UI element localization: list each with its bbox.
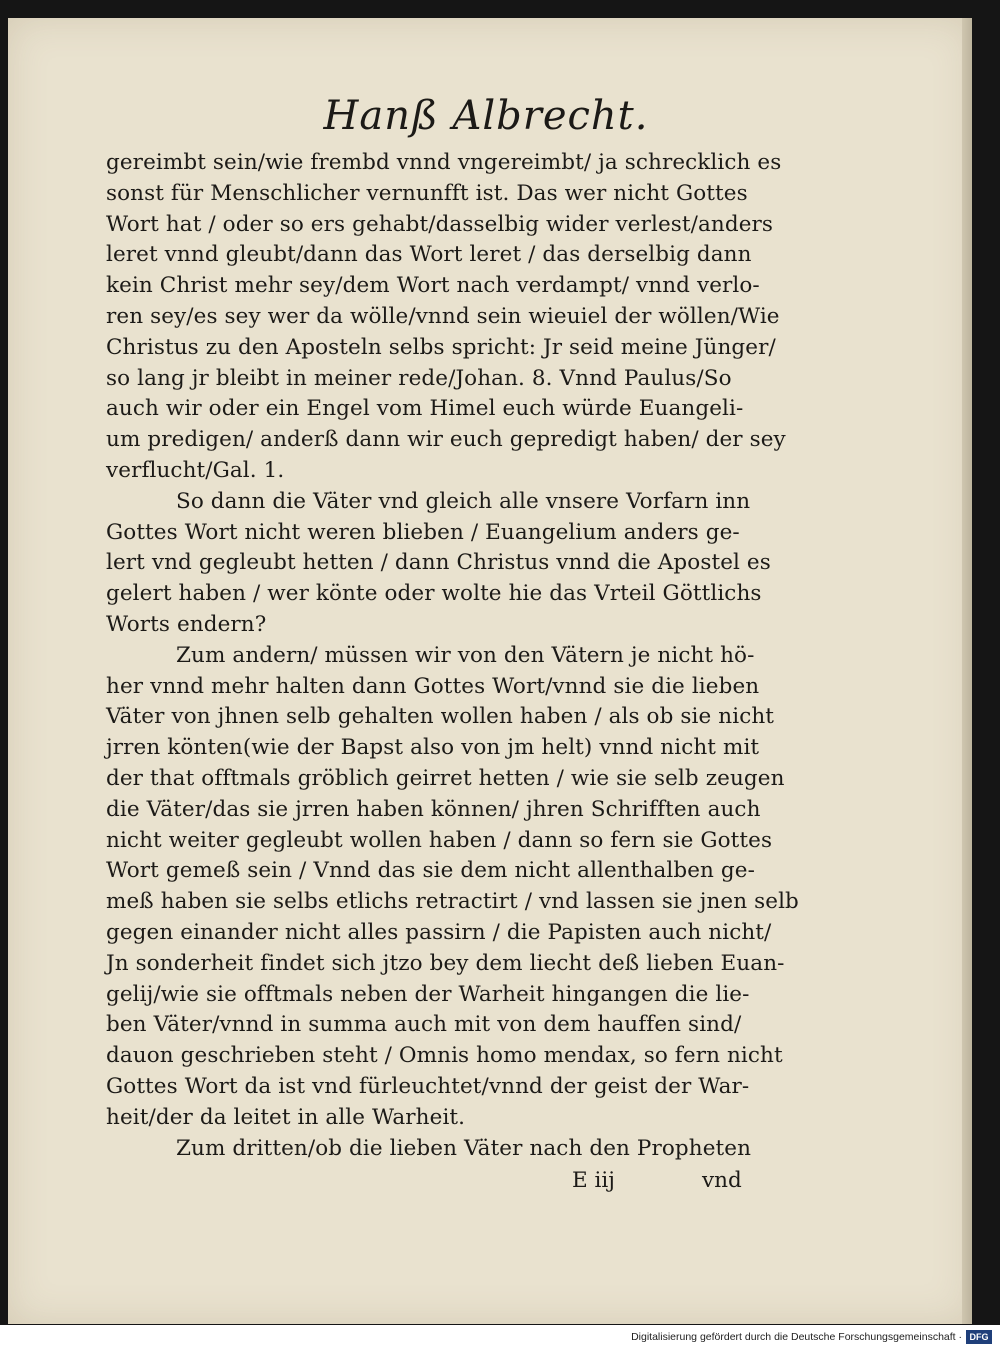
text-line: sonst für Menschlicher vernunfft ist. Das wer nicht Gottes xyxy=(106,180,748,206)
text-line: gegen einander nicht alles passirn / die Papisten auch nicht/ xyxy=(106,919,772,945)
text-line: Wort hat / oder so ers gehabt/dasselbig wider verlest/anders xyxy=(106,211,774,237)
text-line: die Väter/das sie jrren haben können/ jhren Schrifften auch xyxy=(106,796,761,822)
text-line: Christus zu den Aposteln selbs spricht: Jr seid meine Jünger/ xyxy=(106,334,776,360)
text-line: kein Christ mehr sey/dem Wort nach verdampt/ vnnd verlo- xyxy=(106,273,760,299)
text-line: meß haben sie selbs etlichs retractirt / vnd lassen sie jnen selb xyxy=(106,889,799,915)
text-line: Gottes Wort da ist vnd fürleuchtet/vnnd der geist der War- xyxy=(106,1073,750,1099)
text-line: heit/der da leitet in alle Warheit. xyxy=(106,1104,466,1130)
text-line: her vnnd mehr halten dann Gottes Wort/vnnd sie die lieben xyxy=(106,673,760,699)
text-line: so lang jr bleibt in meiner rede/Johan. 8. Vnnd Paulus/So xyxy=(106,365,732,391)
text-line: verflucht/Gal. 1. xyxy=(106,457,285,483)
paragraph-start-line: Zum dritten/ob die lieben Väter nach den Propheten xyxy=(176,1135,752,1161)
text-line: auch wir oder ein Engel vom Himel euch würde Euangeli- xyxy=(106,396,744,422)
body-text xyxy=(106,148,806,1164)
running-head: Hanß Albrecht. xyxy=(323,93,649,139)
text-line: leret vnnd gleubt/dann das Wort leret / das derselbig dann xyxy=(106,242,752,268)
signature-mark: E iij xyxy=(572,1168,615,1194)
funding-credit: Digitalisierung gefördert durch die Deutsche Forschungsgemeinschaft · xyxy=(631,1331,962,1343)
text-line: um predigen/ anderß dann wir euch gepredigt haben/ der sey xyxy=(106,427,786,453)
book-page xyxy=(8,18,972,1324)
text-block xyxy=(106,90,806,1198)
text-line: Väter von jhnen selb gehalten wollen haben / als ob sie nicht xyxy=(106,704,775,730)
text-line: gelij/wie sie offtmals neben der Warheit hingangen die lie- xyxy=(106,981,750,1007)
paragraph-start-line: Zum andern/ müssen wir von den Vätern je nicht hö- xyxy=(176,642,755,668)
page-edge xyxy=(962,18,972,1324)
text-line: gelert haben / wer könte oder wolte hie das Vrteil Göttlichs xyxy=(106,581,762,607)
text-line: der that offtmals gröblich geirret hetten / wie sie selb zeugen xyxy=(106,765,785,791)
text-line: Worts endern? xyxy=(106,611,267,637)
text-line: ben Väter/vnnd in summa auch mit von dem hauffen sind/ xyxy=(106,1012,742,1038)
text-line: Jn sonderheit findet sich jtzo bey dem liecht deß lieben Euan- xyxy=(106,950,785,976)
paragraph-start-line: So dann die Väter vnd gleich alle vnsere Vorfarn inn xyxy=(176,488,751,514)
text-line: Wort gemeß sein / Vnnd das sie dem nicht allenthalben ge- xyxy=(106,858,755,884)
text-line: jrren könten(wie der Bapst also von jm helt) vnnd nicht mit xyxy=(106,735,760,761)
text-line: ren sey/es sey wer da wölle/vnnd sein wieuiel der wöllen/Wie xyxy=(106,303,780,329)
text-line: dauon geschrieben steht / Omnis homo mendax, so fern nicht xyxy=(106,1043,783,1069)
text-line: Gottes Wort nicht weren blieben / Euangelium anders ge- xyxy=(106,519,740,545)
text-line: nicht weiter gegleubt wollen haben / dann so fern sie Gottes xyxy=(106,827,773,853)
text-line: gereimbt sein/wie frembd vnnd vngereimbt/ ja schrecklich es xyxy=(106,150,782,175)
dfg-logo[interactable]: DFG xyxy=(966,1330,992,1344)
catchword: vnd xyxy=(702,1168,742,1194)
page-footer-marks xyxy=(106,1164,806,1198)
credit-bar xyxy=(0,1325,1000,1350)
text-line: lert vnd gegleubt hetten / dann Christus vnnd die Apostel es xyxy=(106,550,771,576)
